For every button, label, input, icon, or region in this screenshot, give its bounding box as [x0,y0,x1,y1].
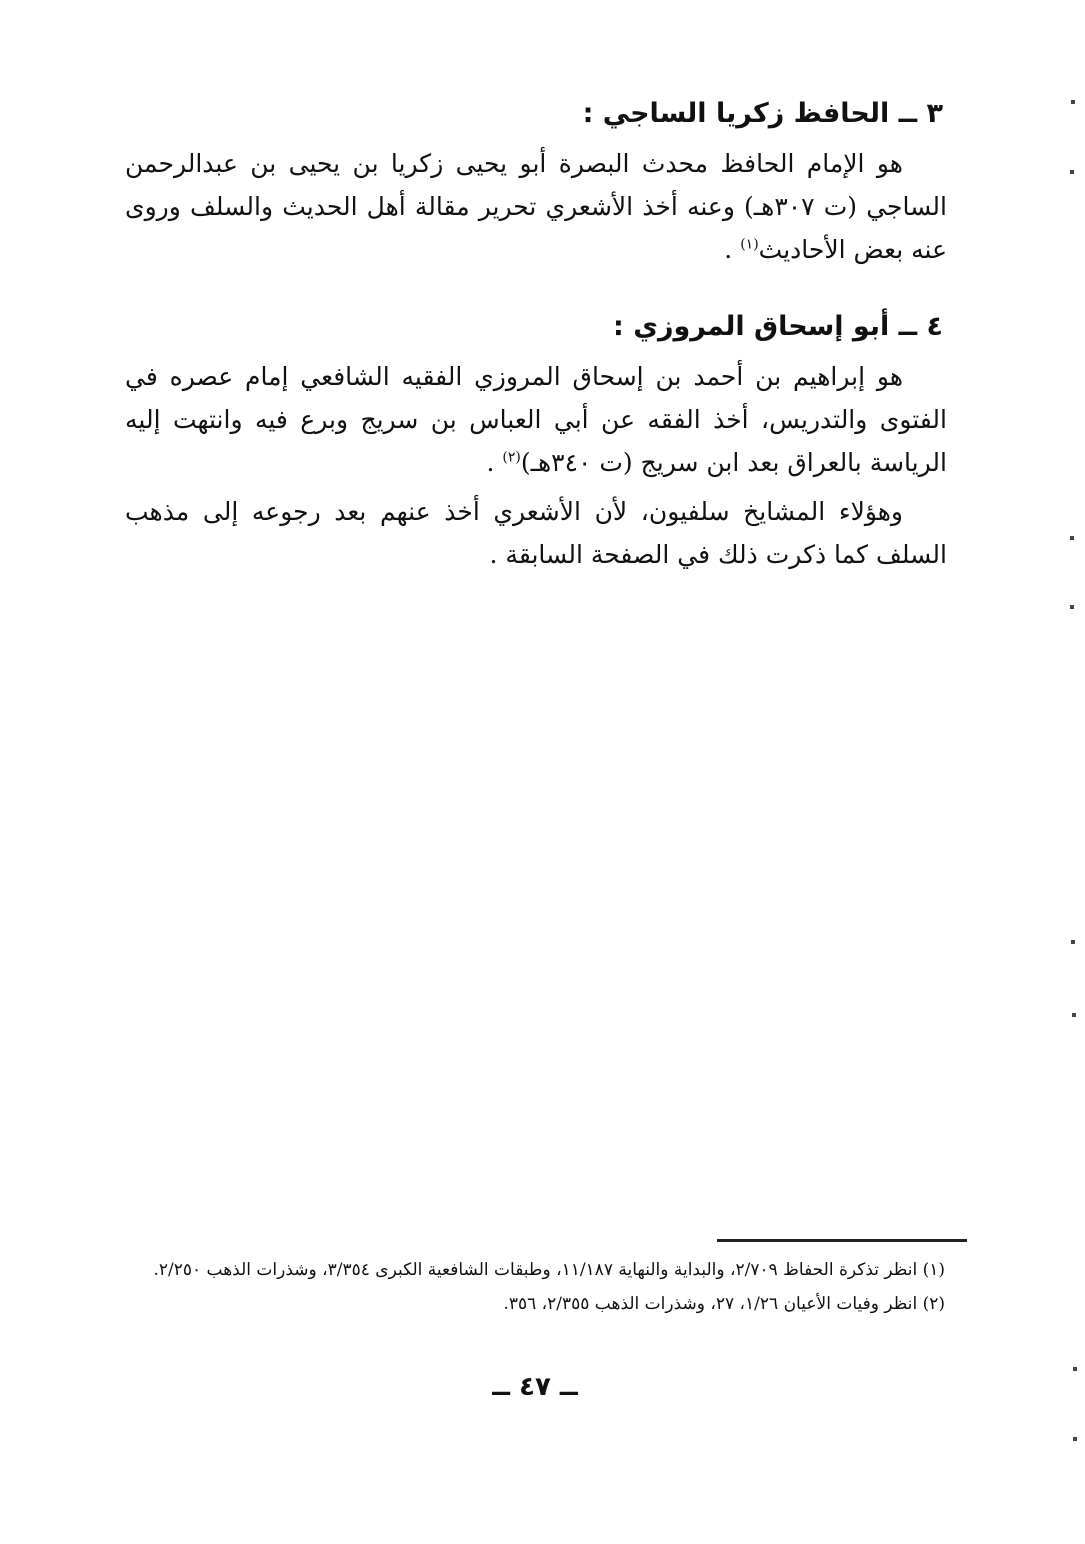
section-spacer [125,271,947,305]
paragraph-text: وهؤلاء المشايخ سلفيون، لأن الأشعري أخذ عنهم بعد رجوعه إلى مذهب السلف كما ذكرت ذلك في الصفحة السابقة [125,497,947,569]
paragraph-zakariya [125,142,947,271]
scan-speck [1070,605,1074,609]
footnotes [125,1256,945,1324]
paragraph-marwazi [125,355,947,484]
footnote-ref-1[interactable]: (١) [740,236,759,253]
footnote-ref-2[interactable]: (٢) [502,449,521,466]
scan-speck [1071,940,1075,944]
scan-speck [1070,536,1074,540]
paragraph-end: . [486,448,503,477]
footnote-1: (١) انظر تذكرة الحفاظ ٢/٧٠٩، والبداية والنهاية ١١/١٨٧، وطبقات الشافعية الكبرى ٣/٣٥٤، وشذرات الذهب ٢/٢٥٠. [153,1260,945,1280]
paragraph-text: هو إبراهيم بن أحمد بن إسحاق المروزي الفقيه الشافعي إمام عصره في الفتوى والتدريس، أخذ الفقه عن أبي العباس بن سريج وبرع فيه وانتهت إليه الرياسة بالعراق بعد ابن سريج (ت ٣٤٠هـ) [125,362,947,477]
scan-speck [1073,1437,1077,1441]
section-heading-zakariya: ٣ ــ الحافظ زكريا الساجي : [582,98,943,129]
paragraph-salafis [125,490,947,576]
page-number: ــ ٤٧ ــ [492,1372,578,1402]
scan-speck [1073,1367,1077,1371]
paragraph-text: هو الإمام الحافظ محدث البصرة أبو يحيى زكريا بن يحيى بن عبدالرحمن الساجي (ت ٣٠٧هـ) وعنه أخذ الأشعري تحرير مقالة أهل الحديث والسلف وروى عنه بعض الأحاديث [125,149,947,264]
section-heading-marwazi: ٤ ــ أبو إسحاق المروزي : [613,311,943,342]
main-text [125,92,947,576]
scan-speck [1071,100,1075,104]
scan-speck [1070,170,1074,174]
paragraph-end: . [489,540,506,569]
footnote-divider [717,1239,967,1242]
scan-speck [1072,1013,1076,1017]
paragraph-end: . [724,235,741,264]
footnote-2: (٢) انظر وفيات الأعيان ١/٢٦، ٢٧، وشذرات الذهب ٢/٣٥٥، ٣٥٦. [503,1294,945,1314]
